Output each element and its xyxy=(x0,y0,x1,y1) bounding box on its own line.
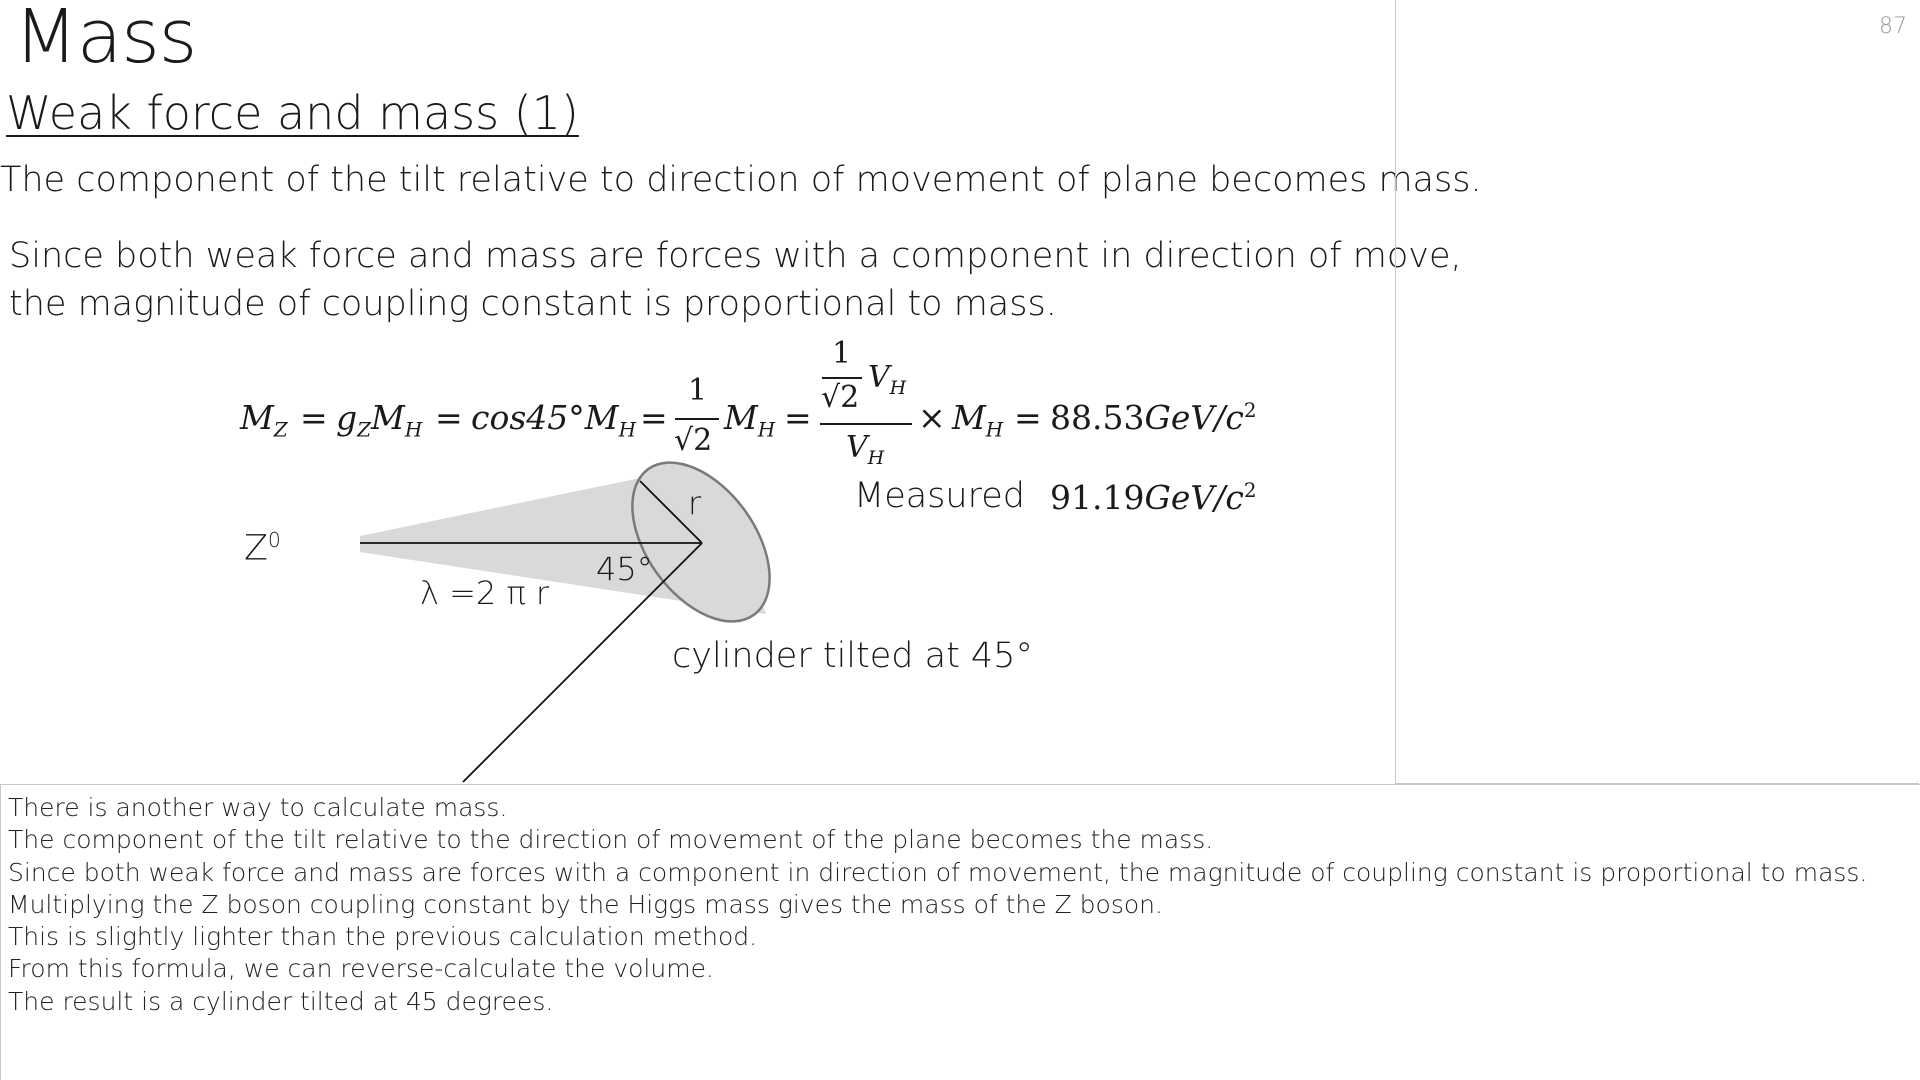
body-text-line-2: Since both weak force and mass are forces with a component in direction of move, xyxy=(9,236,1462,276)
eq-cfrac-num-1: 1 xyxy=(832,336,852,371)
eq-mh-2: $M_H$ xyxy=(724,398,776,442)
eq-equals-1: = xyxy=(300,398,328,437)
note-line: This is slightly lighter than the previous calculation method. xyxy=(8,922,758,952)
eq-cos-mh: $\cos 45^\circ M_H$ xyxy=(471,398,637,442)
wavelength-label: λ =2 π r xyxy=(420,574,550,612)
page-number: 87 xyxy=(1879,14,1907,39)
note-line: Since both weak force and mass are forces with a component in direction of movement, the magnitude of coupling constant is proportional to mass. xyxy=(8,857,1868,887)
measured-value: $91.19GeV/c^2$ xyxy=(1050,478,1257,517)
note-line: The result is a cylinder tilted at 45 degrees. xyxy=(8,986,554,1016)
angle-label: 45° xyxy=(596,550,653,588)
radius-label: r xyxy=(688,484,702,522)
note-line: From this formula, we can reverse-calculate the volume. xyxy=(8,954,714,984)
slide-title: Mass xyxy=(14,0,197,80)
eq-equals-3: = xyxy=(640,398,668,437)
eq-equals-4: = xyxy=(784,398,812,437)
eq-frac-num: 1 xyxy=(688,373,708,408)
particle-label: $Z^0$ xyxy=(244,528,281,569)
note-line: There is another way to calculate mass. xyxy=(8,793,508,822)
body-text-line-1: The component of the tilt relative to direction of movement of plane becomes mass. xyxy=(0,160,1482,200)
eq-mh-3: $M_H$ xyxy=(952,398,1004,442)
eq-cfrac-num-sqrt: √2 xyxy=(821,380,860,415)
note-line: The component of the tilt relative to the direction of movement of the plane becomes the mass. xyxy=(8,825,1214,855)
slide-side-panel xyxy=(1395,0,1919,784)
body-text-line-3: the magnitude of coupling constant is proportional to mass. xyxy=(9,284,1057,324)
eq-cfrac-vh-bottom: $V_H$ xyxy=(846,430,885,469)
eq-gz-mh: $g_ZM_H$ xyxy=(336,398,423,442)
eq-equals-5: = xyxy=(1014,398,1042,437)
eq-frac-den: √2 xyxy=(674,423,713,458)
slide-subtitle: Weak force and mass (1) xyxy=(6,86,579,140)
eq-equals-2: = xyxy=(435,398,463,437)
eq-mz: $M_Z$ xyxy=(240,398,288,442)
measured-label: Measured xyxy=(854,476,1025,516)
eq-result: $88.53GeV/c^2$ xyxy=(1050,398,1257,437)
note-line: Multiplying the Z boson coupling constant by the Higgs mass gives the mass of the Z boson. xyxy=(8,889,1163,919)
diagram-caption: cylinder tilted at 45° xyxy=(672,636,1033,676)
speaker-notes[interactable] xyxy=(0,784,1920,1080)
eq-cfrac-vh-top: $V_H$ xyxy=(868,360,907,399)
eq-times: × xyxy=(918,398,946,437)
